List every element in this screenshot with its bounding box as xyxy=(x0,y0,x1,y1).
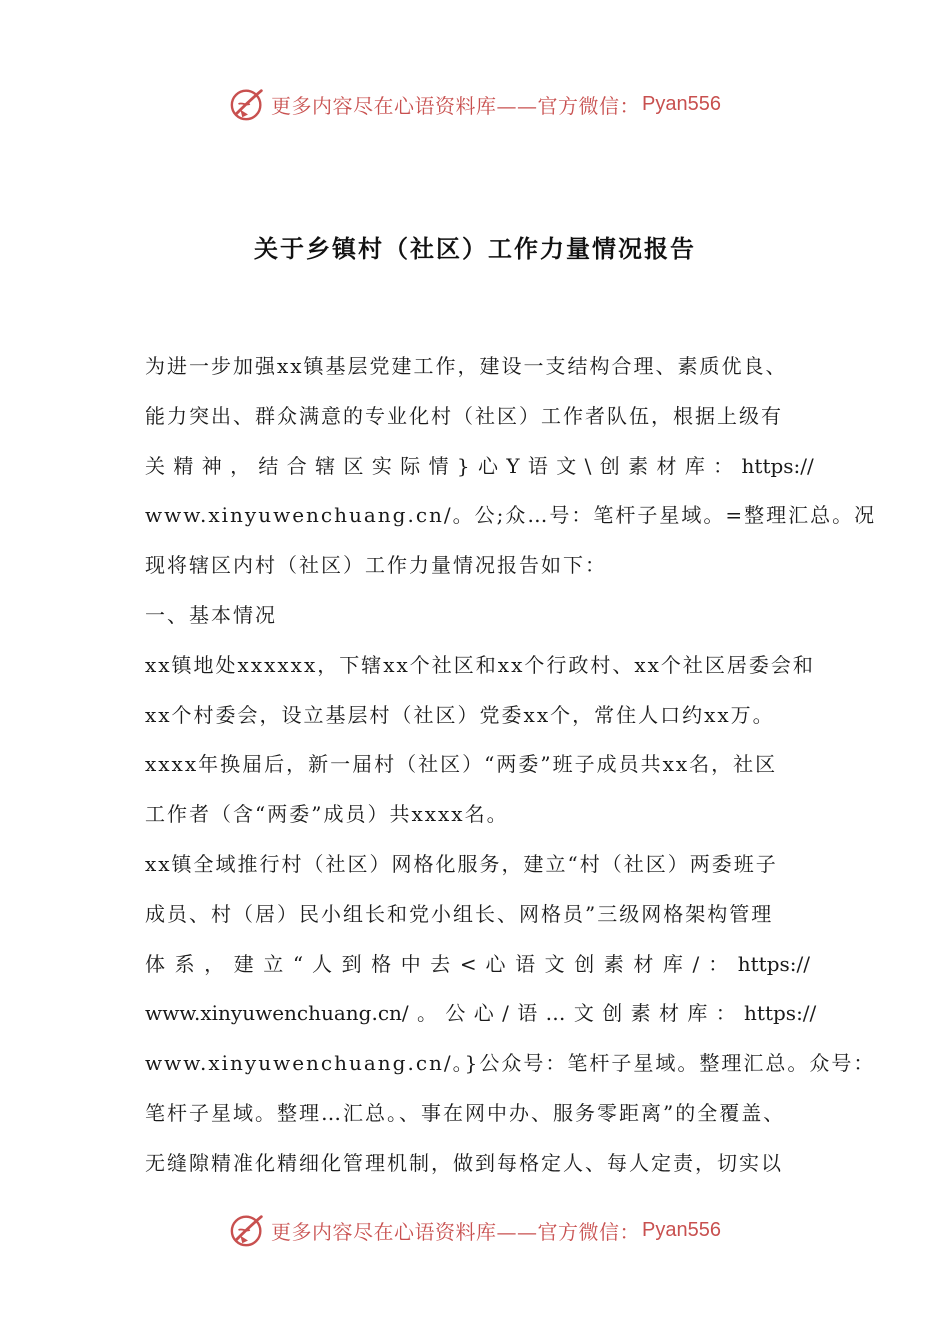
document-title: 关于乡镇村（社区）工作力量情况报告 xyxy=(254,234,696,263)
body-line: www.xinyuwenchuang.cn/ 。 公 心 / 语 … 文 创 素 材 库 ： https:// xyxy=(145,1001,817,1026)
pen-logo-icon xyxy=(229,1211,267,1249)
body-line: 笔杆子星域。整理…汇总。、事在网中办、服务零距离”的全覆盖、 xyxy=(145,1100,786,1125)
banner-contact: Pyan556 xyxy=(642,92,721,115)
body-line: 能力突出、群众满意的专业化村（社区）工作者队伍，根据上级有 xyxy=(145,403,783,428)
body-line: 一、基本情况 xyxy=(145,602,277,627)
body-line: 关 精 神 ， 结 合 辖 区 实 际 情 } 心 Y 语 文 \ 创 素 材 库 ： https:// xyxy=(145,453,814,478)
body-line: 工作者（含“两委”成员）共xxxx名。 xyxy=(145,802,509,827)
watermark-banner-bottom xyxy=(0,1210,950,1250)
banner-contact: Pyan556 xyxy=(642,1218,721,1241)
body-line: 现将辖区内村（社区）工作力量情况报告如下： xyxy=(145,553,607,578)
banner-text: 更多内容尽在心语资料库——官方微信： xyxy=(271,93,641,118)
body-line: www.xinyuwenchuang.cn/。}公众号：笔杆子星域。整理汇总。众号： xyxy=(145,1051,876,1076)
body-line: xxxx年换届后，新一届村（社区）“两委”班子成员共xx名，社区 xyxy=(145,752,778,777)
body-line: www.xinyuwenchuang.cn/。公;众…号：笔杆子星域。=整理汇总。况 xyxy=(145,503,877,528)
body-line: 体 系 ， 建 立 “ 人 到 格 中 去 < 心 语 文 创 素 材 库 / ： https:// xyxy=(145,951,810,976)
body-line: 无缝隙精准化精细化管理机制，做到每格定人、每人定责，切实以 xyxy=(145,1150,783,1175)
banner-text: 更多内容尽在心语资料库——官方微信： xyxy=(271,1219,641,1244)
watermark-banner-top xyxy=(0,84,950,124)
body-line: xx镇全域推行村（社区）网格化服务，建立“村（社区）两委班子 xyxy=(145,851,778,876)
body-line: xx个村委会，设立基层村（社区）党委xx个，常住人口约xx万。 xyxy=(145,702,775,727)
document-body xyxy=(145,342,877,1189)
body-line: 为进一步加强xx镇基层党建工作，建设一支结构合理、素质优良、 xyxy=(145,354,788,378)
body-line: 成员、村（居）民小组长和党小组长、网格员”三级网格架构管理 xyxy=(145,901,774,926)
body-line: xx镇地处xxxxxx，下辖xx个社区和xx个行政村、xx个社区居委会和 xyxy=(145,652,815,677)
pen-logo-icon xyxy=(229,85,267,123)
